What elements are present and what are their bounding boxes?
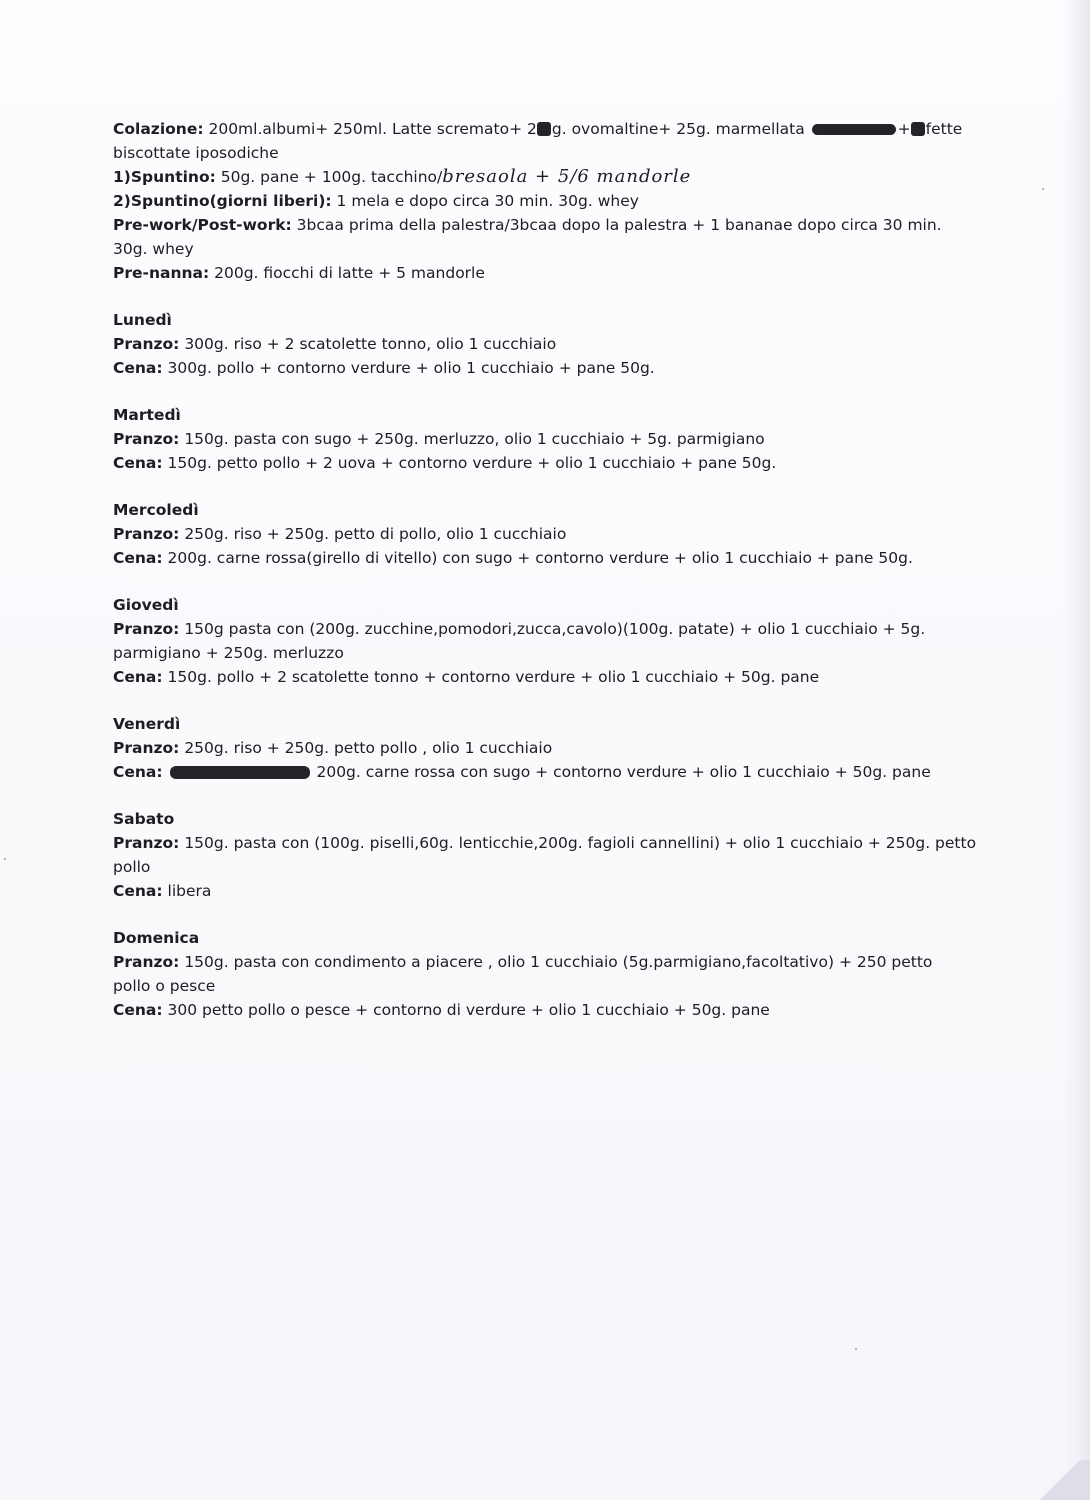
spuntino2-line [113,189,983,213]
pranzo-label: Pranzo: [113,525,180,543]
cena-label: Cena: [113,668,163,686]
colazione-line-cont: biscottate iposodiche [113,144,279,162]
handwritten-correction-mark [911,122,925,136]
cena-line [113,356,983,380]
cena-text: 150g. pollo + 2 scatolette tonno + contorno verdure + olio 1 cucchiaio + 50g. pane [167,668,820,686]
pranzo-label: Pranzo: [113,335,180,353]
colazione-text-c: + [897,120,911,138]
spuntino1-label: 1)Spuntino: [113,168,216,186]
cena-label: Cena: [113,549,163,567]
pranzo-label: Pranzo: [113,739,180,757]
handwritten-correction-mark [537,122,551,136]
prenanna-label: Pre-nanna: [113,264,210,282]
pranzo-line [113,736,983,760]
pranzo-text: 250g. riso + 250g. petto pollo , olio 1 cucchiaio [184,739,553,757]
pranzo-line [113,831,983,855]
day-title-giovedi: Giovedì [113,596,179,614]
cena-text: 300g. pollo + contorno verdure + olio 1 cucchiaio + pane 50g. [167,359,655,377]
prenanna-text: 200g. fiocchi di latte + 5 mandorle [214,264,485,282]
prework-label: Pre-work/Post-work: [113,216,292,234]
cena-line [113,546,983,570]
spuntino2-text: 1 mela e dopo circa 30 min. 30g. whey [336,192,639,210]
cena-text: 150g. petto pollo + 2 uova + contorno verdure + olio 1 cucchiaio + pane 50g. [167,454,777,472]
colazione-label: Colazione: [113,120,204,138]
prework-text: 3bcaa prima della palestra/3bcaa dopo la palestra + 1 bananae dopo circa 30 min. [296,216,942,234]
paper-speck [1042,188,1044,190]
day-title-venerdi: Venerdì [113,715,181,733]
cena-line [113,451,983,475]
day-title-sabato: Sabato [113,810,175,828]
cena-text: 200g. carne rossa con sugo + contorno verdure + olio 1 cucchiaio + 50g. pane [316,763,931,781]
pranzo-label: Pranzo: [113,953,180,971]
pranzo-text: 150g pasta con (200g. zucchine,pomodori,zucca,cavolo)(100g. patate) + olio 1 cucchiaio + 5g. [184,620,926,638]
diet-plan-document [113,117,983,1022]
day-title-lunedi: Lunedì [113,311,172,329]
cena-line [113,760,983,784]
scribbled-out-text [170,766,310,779]
day-title-domenica: Domenica [113,929,200,947]
cena-line [113,879,983,903]
colazione-line [113,117,983,141]
paper-edge-shadow [1062,0,1090,1500]
cena-label: Cena: [113,1001,163,1019]
colazione-text-b: g. ovomaltine+ 25g. marmellata [551,120,805,138]
prenanna-line [113,261,983,285]
day-title-martedi: Martedì [113,406,181,424]
spuntino1-text: 50g. pane + 100g. tacchino/ [220,168,443,186]
pranzo-text: 150g. pasta con sugo + 250g. merluzzo, olio 1 cucchiaio + 5g. parmigiano [184,430,765,448]
cena-text: libera [167,882,212,900]
pranzo-line-cont: parmigiano + 250g. merluzzo [113,644,344,662]
cena-text: 300 petto pollo o pesce + contorno di verdure + olio 1 cucchiaio + 50g. pane [167,1001,770,1019]
colazione-text: 200ml.albumi+ 250ml. Latte scremato+ 2 [208,120,537,138]
spuntino1-line [113,165,983,189]
pranzo-line-cont: pollo [113,858,151,876]
paper-speck [4,858,6,860]
pranzo-text: 250g. riso + 250g. petto di pollo, olio 1 cucchiaio [184,525,567,543]
colazione-text-d: fette [925,120,963,138]
pranzo-label: Pranzo: [113,834,180,852]
pranzo-line [113,522,983,546]
pranzo-line [113,617,983,641]
spuntino1-handwritten-note: bresaola + 5/6 mandorle [442,166,692,187]
prework-line-cont: 30g. whey [113,240,194,258]
prework-line [113,213,983,237]
cena-label: Cena: [113,763,163,781]
cena-label: Cena: [113,454,163,472]
cena-text: 200g. carne rossa(girello di vitello) con sugo + contorno verdure + olio 1 cucchiaio + pane 50g. [167,549,913,567]
pranzo-label: Pranzo: [113,430,180,448]
pranzo-text: 150g. pasta con (100g. piselli,60g. lenticchie,200g. fagioli cannellini) + olio 1 cucchiaio + 250g. petto [184,834,977,852]
pranzo-line [113,950,983,974]
cena-line [113,665,983,689]
scribbled-out-text [812,124,896,135]
cena-label: Cena: [113,882,163,900]
pranzo-line [113,332,983,356]
paper-speck [855,1348,857,1350]
pranzo-line [113,427,983,451]
pranzo-label: Pranzo: [113,620,180,638]
pranzo-text: 300g. riso + 2 scatolette tonno, olio 1 cucchiaio [184,335,557,353]
pranzo-text: 150g. pasta con condimento a piacere , olio 1 cucchiaio (5g.parmigiano,facoltativo) + 250 petto [184,953,933,971]
paper-corner-fold [1030,1460,1090,1500]
spuntino2-label: 2)Spuntino(giorni liberi): [113,192,332,210]
cena-line [113,998,983,1022]
pranzo-line-cont: pollo o pesce [113,977,216,995]
day-title-mercoledi: Mercoledì [113,501,199,519]
cena-label: Cena: [113,359,163,377]
